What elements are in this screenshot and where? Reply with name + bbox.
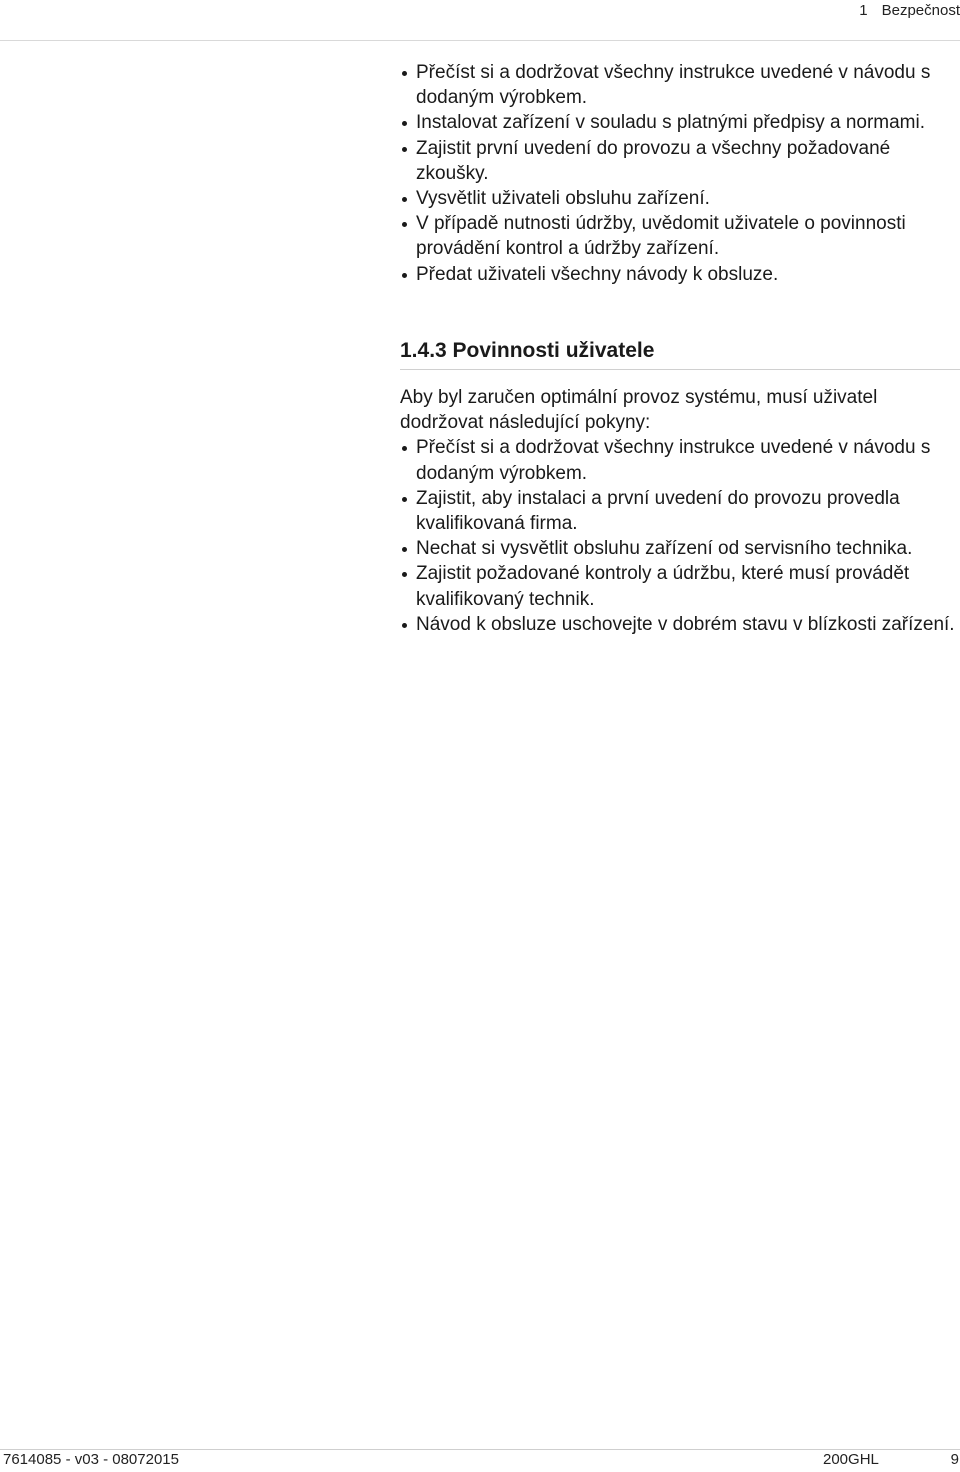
list-item: Přečíst si a dodržovat všechny instrukce uvedené v návodu s dodaným výrobkem.	[400, 60, 956, 110]
list-item: Předat uživateli všechny návody k obsluze.	[400, 262, 956, 287]
list-item: Zajistit první uvedení do provozu a všechny požadované zkoušky.	[400, 136, 956, 186]
document-code: 7614085 - v03 - 08072015	[3, 1451, 179, 1468]
list-item: V případě nutnosti údržby, uvědomit uživatele o povinnosti provádění kontrol a údržby zařízení.	[400, 211, 956, 261]
model-name: 200GHL	[823, 1451, 879, 1468]
user-duties-list	[400, 435, 956, 637]
list-item: Zajistit, aby instalaci a první uvedení do provozu provedla kvalifikovaná firma.	[400, 486, 956, 536]
intro-paragraph: Aby byl zaručen optimální provoz systému, musí uživatel dodržovat následující pokyny:	[400, 387, 878, 434]
list-item: Návod k obsluze uschovejte v dobrém stavu v blízkosti zařízení.	[400, 612, 956, 637]
list-item: Zajistit požadované kontroly a údržbu, které musí provádět kvalifikovaný technik.	[400, 561, 956, 611]
page-header	[0, 0, 960, 41]
chapter-title-text: Bezpečnost	[881, 2, 960, 19]
list-item: Instalovat zařízení v souladu s platnými předpisy a normami.	[400, 110, 956, 135]
page-number: 9	[950, 1451, 959, 1468]
list-item: Vysvětlit uživateli obsluhu zařízení.	[400, 186, 956, 211]
section-heading: 1.4.3 Povinnosti uživatele	[400, 336, 960, 370]
list-item: Přečíst si a dodržovat všechny instrukce uvedené v návodu s dodaným výrobkem.	[400, 435, 956, 485]
section-body	[400, 385, 956, 637]
chapter-number: 1	[859, 2, 868, 19]
installer-duties	[400, 60, 956, 287]
list-item: Nechat si vysvětlit obsluhu zařízení od servisního technika.	[400, 536, 956, 561]
installer-duties-list	[400, 60, 956, 287]
chapter-title	[859, 2, 960, 19]
page-footer	[0, 1449, 960, 1470]
